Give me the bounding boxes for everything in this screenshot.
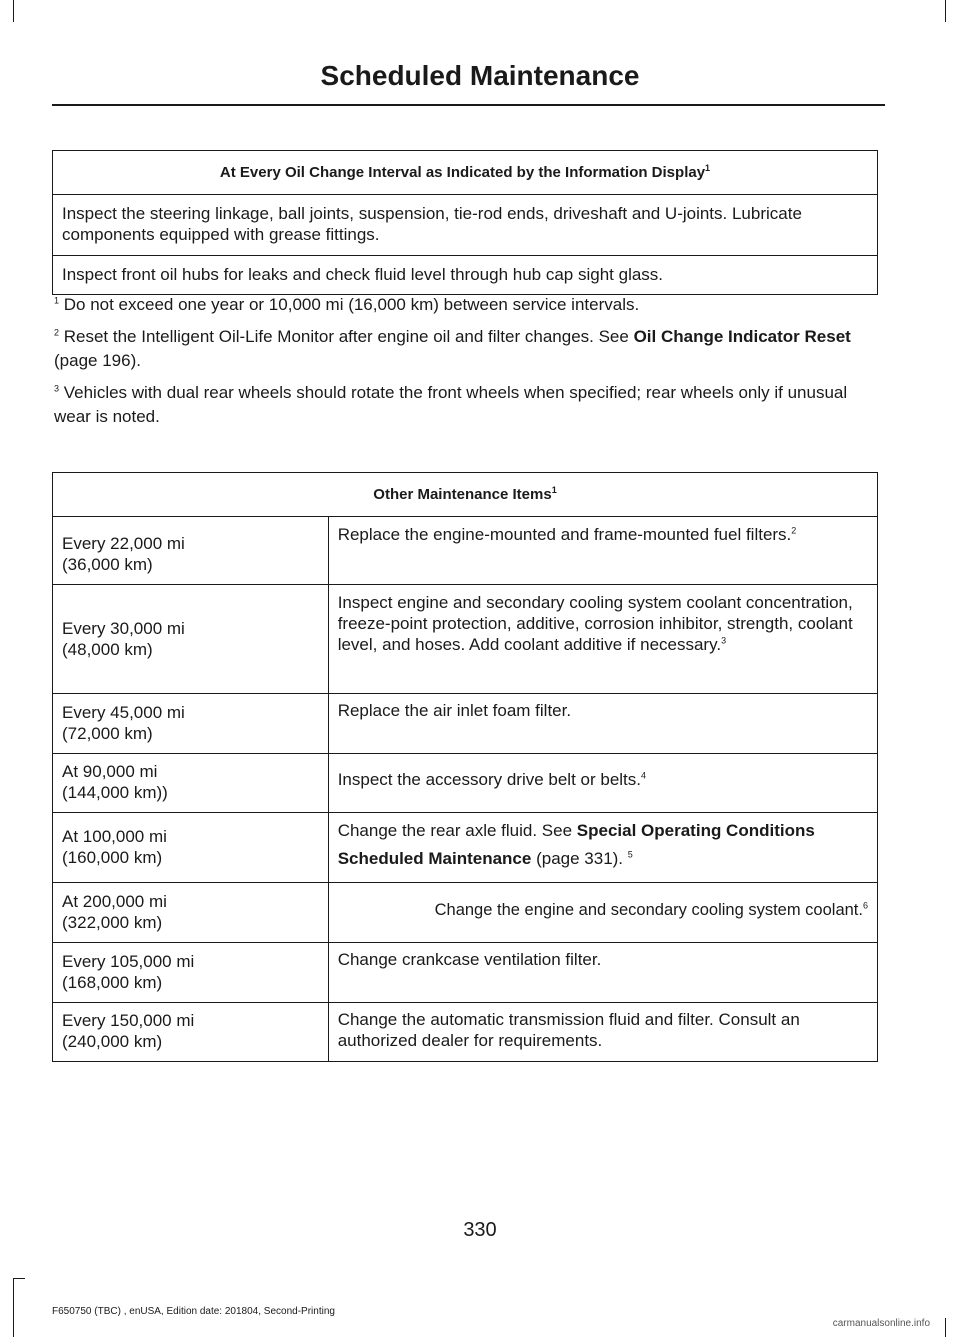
task-text: Change the engine and secondary cooling system coolant. <box>434 901 863 919</box>
task-text: Inspect the accessory drive belt or belts. <box>337 770 641 789</box>
oil-table-cell: Inspect front oil hubs for leaks and check fluid level through hub cap sight glass. <box>53 256 878 295</box>
footnote-3 <box>54 381 880 429</box>
footnote-1 <box>54 293 880 317</box>
interval-miles: Every 150,000 mi <box>62 1011 195 1030</box>
interval-cell <box>53 694 329 754</box>
task-cell <box>328 517 877 585</box>
interval-cell <box>53 585 329 694</box>
interval-miles: Every 22,000 mi <box>62 534 185 553</box>
watermark: carmanualsonline.info <box>832 1318 930 1329</box>
table-row <box>53 813 878 883</box>
task-text: Change the automatic transmission fluid and filter. Consult an authorized dealer for requirements. <box>337 1010 800 1050</box>
interval-km: (160,000 km) <box>62 848 163 867</box>
footnote-ref: 5 <box>627 849 633 860</box>
interval-km: (48,000 km) <box>62 640 153 659</box>
task-text: Change the rear axle fluid. See <box>337 821 577 840</box>
interval-km: (322,000 km) <box>62 913 163 932</box>
footnote-ref: 3 <box>721 635 727 646</box>
interval-miles: At 90,000 mi <box>62 762 158 781</box>
table-row <box>53 517 878 585</box>
crop-mark-bottom-left-tick <box>13 1278 25 1279</box>
crop-mark-top-left <box>13 0 14 22</box>
task-text: Change crankcase ventilation filter. <box>337 950 602 969</box>
interval-cell <box>53 754 329 813</box>
interval-cell <box>53 813 329 883</box>
table-row <box>53 585 878 694</box>
task-cell <box>328 754 877 813</box>
footnote-ref: 6 <box>862 900 868 911</box>
footnote-ref: 1 <box>705 163 711 173</box>
task-cell <box>328 585 877 694</box>
oil-change-table <box>52 150 878 295</box>
interval-miles: At 200,000 mi <box>62 892 167 911</box>
interval-km: (144,000 km)) <box>62 783 168 802</box>
page-number: 330 <box>463 1219 497 1241</box>
crop-mark-bottom-right <box>945 1318 946 1337</box>
cross-reference-link[interactable]: Special Operating Conditions Scheduled Maintenance <box>337 821 815 868</box>
task-cell <box>328 813 877 883</box>
table-row <box>53 195 878 256</box>
interval-miles: Every 105,000 mi <box>62 952 195 971</box>
oil-table-header-row <box>53 151 878 195</box>
interval-cell <box>53 883 329 943</box>
task-cell <box>328 694 877 754</box>
interval-km: (240,000 km) <box>62 1032 163 1051</box>
interval-cell <box>53 943 329 1003</box>
interval-cell <box>53 517 329 585</box>
footnote-text: Vehicles with dual rear wheels should rotate the front wheels when specified; rear wheels only if unusual wear is noted. <box>54 383 848 426</box>
task-text: Replace the air inlet foam filter. <box>337 701 572 720</box>
task-cell <box>328 883 877 943</box>
table-row <box>53 943 878 1003</box>
other-table-heading <box>53 473 878 517</box>
task-text: Replace the engine-mounted and frame-mounted fuel filters. <box>337 525 792 544</box>
oil-table-cell: Inspect the steering linkage, ball joints, suspension, tie-rod ends, driveshaft and U-joints. Lubricate components equipped with grease fittings. <box>53 195 878 256</box>
oil-table-heading-text: At Every Oil Change Interval as Indicated by the Information Display <box>219 164 706 181</box>
footnotes <box>54 293 880 437</box>
other-table-heading-text: Other Maintenance Items <box>373 486 552 503</box>
page-reference: (page 196). <box>54 351 141 370</box>
table-row <box>53 256 878 295</box>
footnote-ref: 4 <box>641 770 647 781</box>
interval-miles: Every 45,000 mi <box>62 703 185 722</box>
other-maintenance-table <box>52 472 878 1062</box>
task-text: Inspect engine and secondary cooling system coolant concentration, freeze-point protection, additive, corrosion inhibitor, strength, coolant level, and hoses. Add coolant additive if necessary. <box>337 593 853 654</box>
page-title: Scheduled Maintenance <box>320 60 640 91</box>
interval-cell <box>53 1003 329 1062</box>
task-cell <box>328 943 877 1003</box>
table-row <box>53 1003 878 1062</box>
footnote-mark: 1 <box>54 295 60 306</box>
task-cell <box>328 1003 877 1062</box>
table-row <box>53 694 878 754</box>
table-row <box>53 754 878 813</box>
title-rule <box>52 104 885 106</box>
footnote-text: Do not exceed one year or 10,000 mi (16,000 km) between service intervals. <box>59 295 640 314</box>
table-row <box>53 883 878 943</box>
cross-reference-link[interactable]: Oil Change Indicator Reset <box>633 327 851 346</box>
crop-mark-bottom-left <box>13 1278 14 1337</box>
footnote-ref: 2 <box>791 525 797 536</box>
interval-miles: At 100,000 mi <box>62 827 167 846</box>
footnote-2 <box>54 325 880 373</box>
interval-km: (36,000 km) <box>62 555 153 574</box>
edition-info: F650750 (TBC) , enUSA, Edition date: 201804, Second-Printing <box>52 1306 335 1317</box>
interval-miles: Every 30,000 mi <box>62 619 185 638</box>
footnote-mark: 2 <box>54 327 60 338</box>
crop-mark-top-right <box>945 0 946 22</box>
footnote-mark: 3 <box>54 383 60 394</box>
interval-km: (72,000 km) <box>62 724 153 743</box>
footnote-text: Reset the Intelligent Oil-Life Monitor after engine oil and filter changes. See <box>59 327 634 346</box>
page-reference: (page 331). <box>531 849 628 868</box>
oil-table-heading <box>53 151 878 195</box>
other-table-header-row <box>53 473 878 517</box>
footnote-ref: 1 <box>551 485 557 495</box>
interval-km: (168,000 km) <box>62 973 163 992</box>
